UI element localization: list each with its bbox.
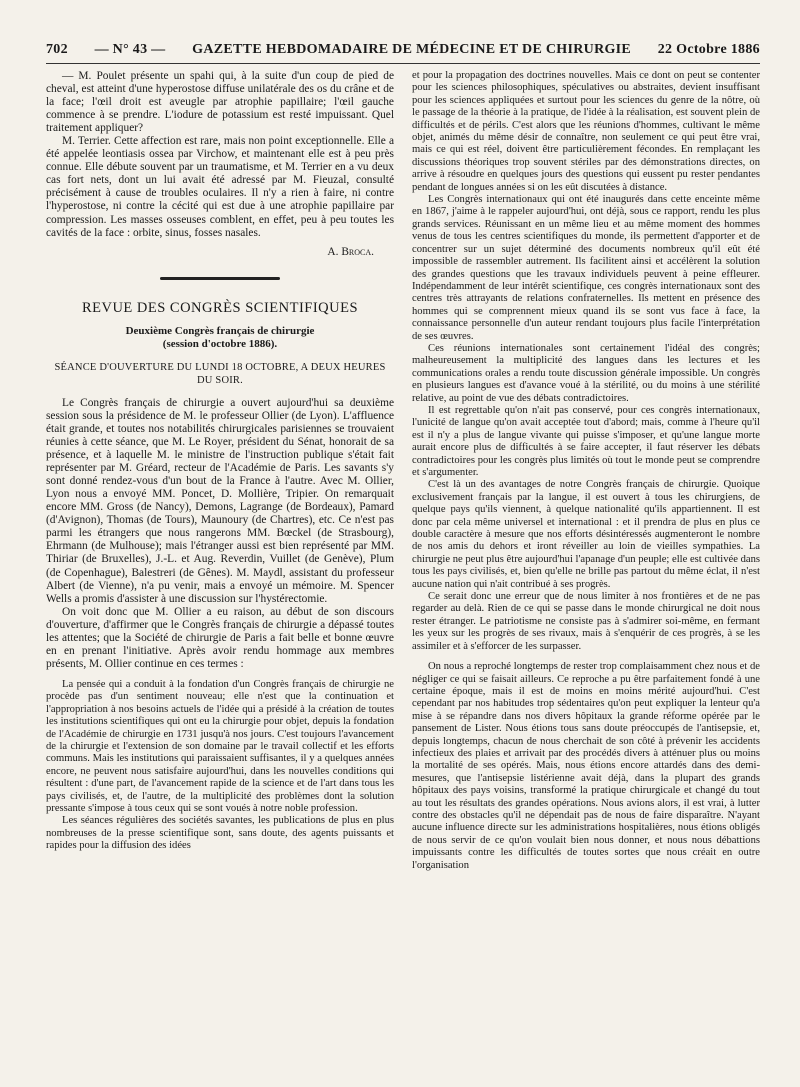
right-paragraph-7: On nous a reproché longtemps de rester trop complaisamment chez nous et de négliger ce qui se faisait ailleurs. Ce reproche a pu être parfaitement fondé à une certaine époque, mais il est de moins en moins mérité aujourd'hui. C'est cependant par nos habitudes trop sédentaires qu'on peut expliquer la lenteur qu'a mise à se répandre dans nos divers hôpitaux la grande réforme opérée par le pansement de Lister. Nous étions tous sans doute préoccupés de l'antisepsie, et, depuis longtemps, chacun de nous cherchait de son côté à prévenir les accidents infectieux des plaies et arrivait par des procédés divers à atténuer plus ou moins la mortalité de ses opérés. Mais, nous étions encore attardés dans des demi-mesures, que l'antisepsie listérienne avait déjà, dans la plupart des grands hôpitaux des pays voisins, transformé la pratique chirurgicale et changé du tout au tout les résultats des grandes opérations. Nous avions alors, il est vrai, à lutter contre des obstacles qu'il ne dépendait pas de nous de faire disparaître. N'ayant aucune influence directe sur les administrations hospitalières, nous étions obligés de nous servir de ce qu'on voulait bien nous donner, et nous nous débattions impuissants contre les difficultés de toutes sortes que nous créait en outre l'organisation [412, 661, 760, 871]
page-number: 702 [46, 42, 68, 57]
speech-quote [46, 679, 394, 853]
section-title: REVUE DES CONGRÈS SCIENTIFIQUES [81, 299, 359, 316]
right-paragraph-4: Il est regrettable qu'on n'ait pas conservé, pour ces congrès internationaux, l'unicité de langue qu'on avait acceptée tout d'abord; mais, comme à l'heure qu'il est il n'y a plus de langue vivante qui puisse s'imposer, et qu'une langue morte aurait encore plus de difficultés à se faire accepter, il faut réserver les débats contradictoires pour les congrès plus limités où tout le monde peut se comprendre et s'argumenter. [412, 404, 760, 478]
issue-date: 22 Octobre 1886 [657, 42, 760, 57]
signature: A. Broca. [327, 245, 374, 258]
session-subtitle: (session d'octobre 1886). [162, 337, 278, 350]
paragraph-ollier: On voit donc que M. Ollier a eu raison, au début de son discours d'ouverture, d'affirmer que le Congrès français de chirurgie a dépassé toutes les attentes; que la Société de chirurgie de Paris a fait belle et bonne œuvre en en prenant l'initiative. Après avoir rendu hommage aux membres présents, M. Ollier continue en ces termes : [46, 605, 394, 670]
left-column [46, 70, 394, 872]
paragraph-terrier: M. Terrier. Cette affection est rare, mais non point exceptionnelle. Elle a été appelée leontiasis ossea par Virchow, et maintenant elle est à peu près connue. Elle débute souvent par un traumatisme, et M. Terrier en a vu deux cas fort nets, dont un lui avait été adressé par M. Fieuzal, consulté précisément à cause de troubles oculaires. Il n'y a rien à faire, ni contre l'hyperostose, ni contre la cécité qui est due à une atrophie papillaire par compression. Les masses osseuses comblent, en effet, peu à peu toutes les cavités de la face : orbite, sinus, fosses nasales. [46, 135, 394, 239]
paragraph-opening: Le Congrès français de chirurgie a ouvert aujourd'hui sa deuxième session sous la présidence de M. le professeur Ollier (de Lyon). L'affluence était grande, et toutes nos notabilités chirurgicales parisiennes se trouvaient réunies à cette séance, que M. Le Royer, président du Sénat, honorait de sa présence, et à laquelle M. le ministre de l'instruction publique s'était fait représenter par M. Gréard, recteur de l'Académie de Paris. Les savants s'y sont donné rendez-vous d'un bout de la France à l'autre. Avec M. Ollier, Lyon nous a envoyé MM. Poncet, D. Mollière, Tripier. On remarquait encore MM. Gross (de Nancy), Demons, Lagrange (de Bordeaux), Pamard (d'Avignon), Thomas (de Tours), Maunoury (de Chartres), etc. Ce n'est pas parmi les étrangers que nous rangerons MM. Bœckel (de Strasbourg), Ehrmann (de Mulhouse); mais l'étranger aussi est bien représenté par MM. Thiriar (de Bruxelles), J.-L. et Aug. Reverdin, Vuillet (de Genève), Plum (de Copenhague), Balestreri (de Gênes). M. Maydl, assistant du professeur Albert (de Vienne), n'a pu venir, mais a envoyé un mémoire. M. Spencer Wells a promis d'assister à une discussion sur l'hystérectomie. [46, 396, 394, 605]
quote-paragraph-2: Les séances régulières des sociétés savantes, les publications de plus en plus nombreuses de la presse scientifique sont, sans doute, des agents puissants et rapides pour la diffusion des idées [46, 815, 394, 852]
columns [46, 70, 760, 872]
seance-heading: SÉANCE D'OUVERTURE DU LUNDI 18 OCTOBRE, A DEUX HEURES DU SOIR. [54, 361, 386, 386]
right-paragraph-6: Ce serait donc une erreur que de nous limiter à nos frontières et de ne pas regarder au delà. Rien de ce qui se passe dans le monde chirurgical ne doit nous rester étranger. Le patriotisme ne consiste pas à s'admirer soi-même, en fermant les yeux sur les progrès de ses rivaux, mais à s'enquérir de ces progrès, à se les assimiler et à s'efforcer de les surpasser. [412, 591, 760, 652]
journal-title: GAZETTE HEBDOMADAIRE DE MÉDECINE ET DE CHIRURGIE [192, 42, 632, 57]
issue-number: — N° 43 — [94, 42, 166, 57]
congress-subtitle: Deuxième Congrès français de chirurgie [125, 324, 315, 337]
paragraph-poulet: — M. Poulet présente un spahi qui, à la suite d'un coup de pied de cheval, est atteint d'une hyperostose diffuse unilatérale des os du crâne et de la face; l'œil droit est aveugle par atrophie papillaire; l'œil gauche commence à se prendre. L'iodure de potassium est resté impuissant. Quel traitement appliquer? [46, 70, 394, 135]
right-paragraph-1: et pour la propagation des doctrines nouvelles. Mais ce dont on peut se contenter pour les sciences philosophiques, spéculatives ou abstraites, devient insuffisant pour les sciences appliquées et surtout pour les sciences du genre de la nôtre, où le passage de la théorie à la pratique, de l'idée à la réalisation, est souvent plein de difficultés et de périls. C'est alors que les réunions d'hommes, cultivant le même objet, animés du même désir de connaître, non seulement ce qui peut être vrai, mais ce qui est réel, doivent être particulièrement fécondes. En remplaçant les discussions théoriques trop souvent stériles par des démonstrations directes, on arrive à résoudre en quelques jours des questions qui eussent pu rester pendantes pendant de longues années si on les eût discutées à distance. [412, 70, 760, 193]
quote-paragraph-1: La pensée qui a conduit à la fondation d'un Congrès français de chirurgie ne procède pas d'un sentiment nouveau; elle n'est que la continuation et l'appropriation à nos besoins actuels de l'idée qui a présidé à la création de toutes les institutions scientifiques qui ont eu la chirurgie pour objet, depuis la fondation de l'Académie de chirurgie en 1731 jusqu'à nos jours. C'est toujours l'avancement de la chirurgie et l'extension de son domaine par le travail collectif et les efforts communs. Mais les institutions qui paraissaient suffisantes, il y a quelques années encore, ne peuvent nous satisfaire aujourd'hui, dans les nouvelles conditions qui résultent : d'une part, de l'avancement rapide de la science et de l'art dans tous les pays civilisés, et, de l'autre, de la multiplicité des problèmes dont la solution pressante s'impose à tous ceux qui se sont voués à notre noble profession. [46, 678, 394, 814]
right-paragraph-2: Les Congrès internationaux qui ont été inaugurés dans cette enceinte même en 1867, j'aime à le rappeler aujourd'hui, ont déjà, sous ce rapport, rendu les plus grands services. Réunissant en un même lieu et au même moment des hommes venus de tous les centres scientifiques du monde, ils permettent d'apporter et de concentrer sur un sujet déterminé des documents nombreux qu'il eût été impossible de rassembler autrement. Ils facilitent ainsi et accélèrent la solution des grandes questions que les travaux individuels peuvent à peine effleurer. Indépendamment de leur intérêt scientifique, ces congrès internationaux sont des centres très attrayants de relations confraternelles. Ils mettent en présence des hommes qui se comprennent mieux quand ils se sont vus face à face, la connaissance personnelle d'un auteur rendant toujours plus facile l'interprétation de ses œuvres. [412, 194, 760, 342]
page-header [46, 12, 760, 64]
right-paragraph-5: C'est là un des avantages de notre Congrès français de chirurgie. Quoique exclusivement français par la langue, il est ouvert à tous les chirurgiens, de quelque pays qu'ils viennent, à quelque nationalité qu'ils appartiennent. Il est donc par cela même universel et international : et il prendra de plus en plus ce double caractère à mesure que nos efforts désintéressés augmenteront le nombre de nos amis du dehors et iront réveiller au loin de vieilles sympathies. La chirurgie ne peut plus être aujourd'hui l'apanage d'un peuple; elle est cultivée dans tous les pays civilisés, et, bien qu'elle ne brille pas partout du même éclat, il n'est aucune nation qui n'ait contribué à ses progrès. [412, 479, 760, 590]
right-column [412, 70, 760, 872]
right-paragraph-3: Ces réunions internationales sont certainement l'idéal des congrès; malheureusement la multiplicité des langues dans les lectures et les communications orales a rendu toute discussion générale impossible. Un congrès en plusieurs langues est d'avance voué à la stérilité, ou du moins à une stérilité relative, au point de vue des débats contradictoires. [412, 342, 760, 404]
section-divider [160, 277, 280, 280]
